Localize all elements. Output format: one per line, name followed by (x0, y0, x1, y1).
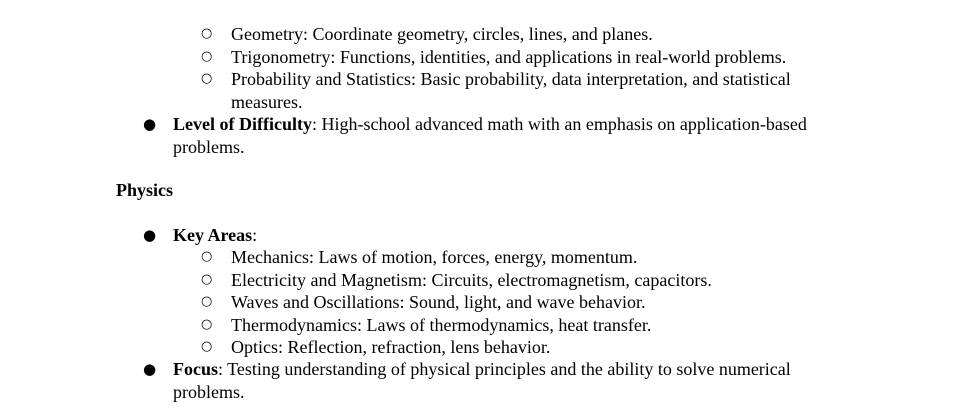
list-item (0, 113, 853, 158)
subtopic-text: Waves and Oscillations: Sound, light, and wave behavior. (231, 292, 646, 312)
difficulty-text: : High-school advanced math with an emphasis on application-based problems. (173, 114, 807, 157)
subtopic-text: Probability and Statistics: Basic probability, data interpretation, and statistical measures. (231, 69, 791, 112)
circle-bullet-icon: ○ (201, 316, 213, 332)
subtopic-text: Electricity and Magnetism: Circuits, electromagnetism, capacitors. (231, 269, 712, 290)
bullet-icon: ● (143, 115, 157, 133)
circle-bullet-icon: ○ (201, 249, 213, 264)
math-subtopic-list (0, 23, 851, 113)
difficulty-label: Level of Difficulty (173, 114, 312, 134)
list-item (0, 224, 853, 247)
bullet-icon: ● (143, 360, 157, 378)
physics-focus-list (0, 358, 853, 403)
subtopic-text: Geometry: Coordinate geometry, circles, lines, and planes. (231, 24, 653, 44)
subtopic-text: Thermodynamics: Laws of thermodynamics, heat transfer. (231, 314, 652, 335)
subtopic-text: Mechanics: Laws of motion, forces, energy, momentum. (231, 247, 638, 267)
list-item (0, 336, 851, 359)
list-item (0, 23, 851, 46)
focus-label: Focus (173, 359, 218, 379)
physics-main-list (0, 224, 853, 247)
circle-bullet-icon: ○ (201, 71, 213, 86)
circle-bullet-icon: ○ (201, 294, 213, 309)
circle-bullet-icon: ○ (201, 271, 213, 287)
circle-bullet-icon: ○ (201, 48, 213, 64)
list-item (0, 269, 851, 292)
circle-bullet-icon: ○ (201, 26, 213, 41)
section-heading-physics: Physics (116, 180, 174, 200)
subtopic-text: Optics: Reflection, refraction, lens behavior. (231, 337, 551, 357)
list-item (0, 46, 851, 69)
math-main-list (0, 113, 853, 158)
bullet-icon: ● (143, 226, 157, 244)
focus-text: : Testing understanding of physical principles and the ability to solve numerical problems. (173, 359, 791, 402)
list-item (0, 68, 851, 113)
list-item (0, 314, 851, 337)
subtopic-text: Trigonometry: Functions, identities, and applications in real-world problems. (231, 46, 787, 67)
physics-subtopic-list (0, 246, 851, 359)
circle-bullet-icon: ○ (201, 339, 213, 354)
key-areas-suffix: : (252, 225, 258, 245)
list-item (0, 246, 851, 269)
key-areas-label: Key Areas (173, 225, 253, 245)
list-item (0, 291, 851, 314)
list-item (0, 358, 853, 403)
